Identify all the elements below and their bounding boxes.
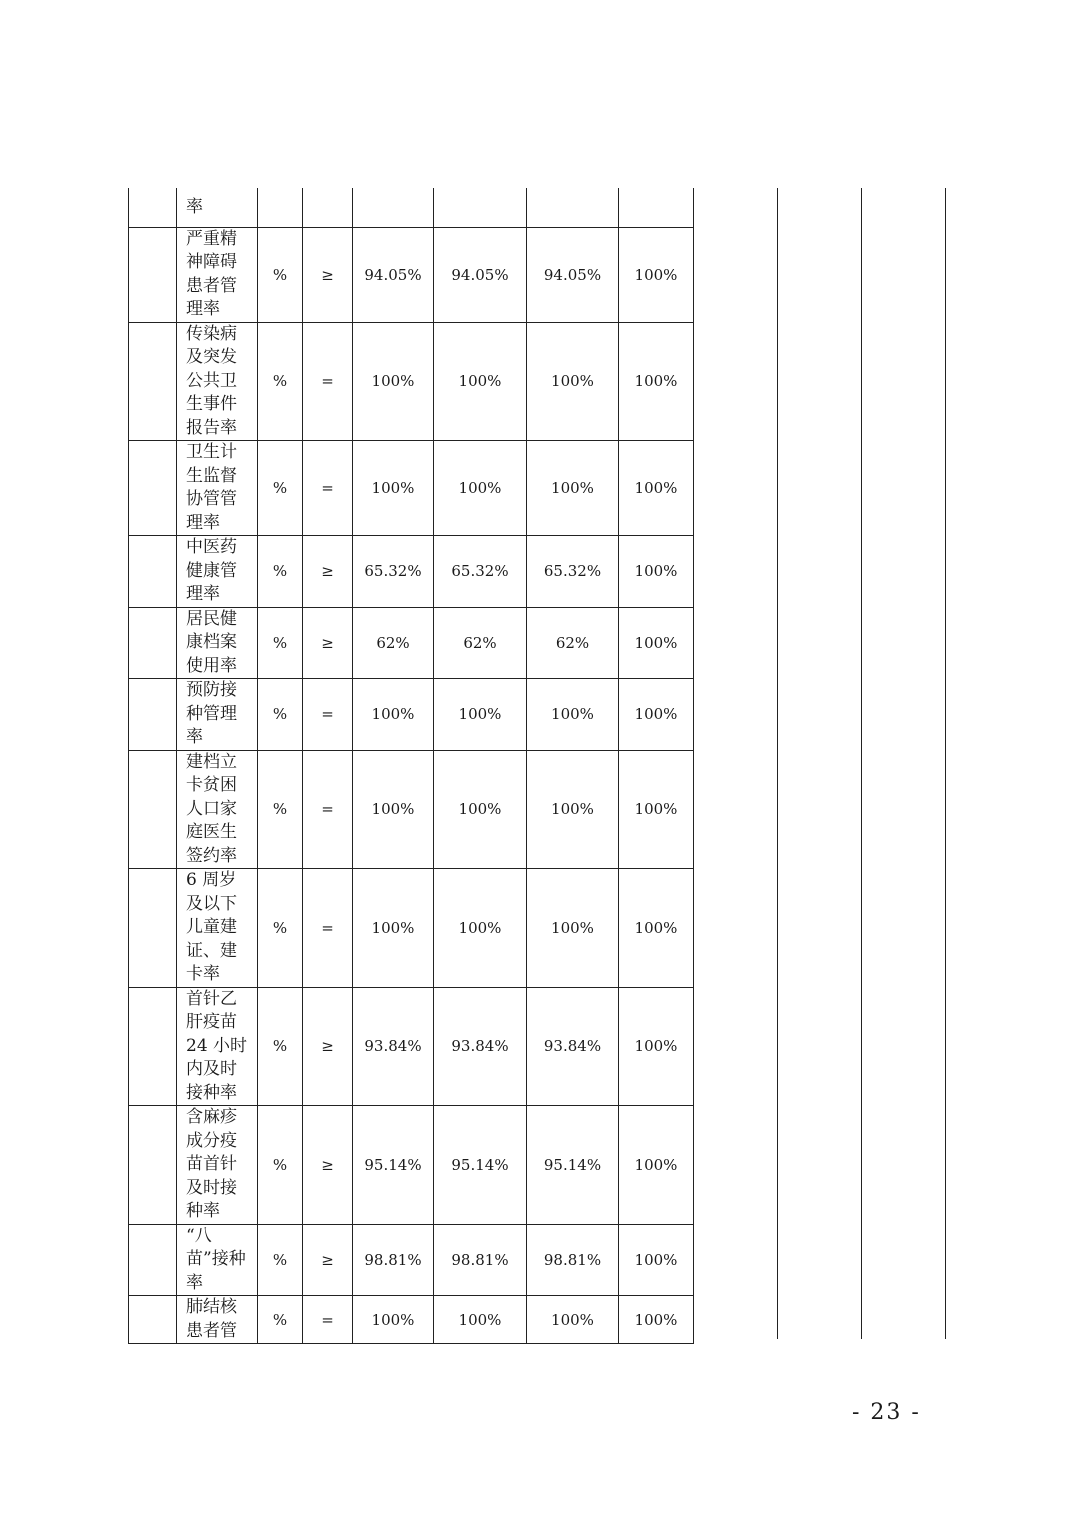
actual-value: 95.14% xyxy=(434,1106,527,1225)
unit-cell: % xyxy=(258,1296,303,1344)
operator-cell: = xyxy=(303,441,353,536)
score-value: 100% xyxy=(619,536,694,608)
unit-cell: % xyxy=(258,536,303,608)
indicator-name: 率 xyxy=(177,188,258,227)
blank-cell xyxy=(129,441,177,536)
result-value: 98.81% xyxy=(527,1224,619,1296)
blank-cell xyxy=(129,987,177,1106)
table-row xyxy=(129,188,694,227)
target-value xyxy=(353,188,434,227)
actual-value: 62% xyxy=(434,607,527,679)
actual-value: 100% xyxy=(434,679,527,751)
target-value: 65.32% xyxy=(353,536,434,608)
blank-cell xyxy=(129,536,177,608)
indicator-name: 6 周岁及以下儿童建证、建卡率 xyxy=(177,869,258,988)
unit-cell xyxy=(258,188,303,227)
unit-cell: % xyxy=(258,869,303,988)
result-value: 95.14% xyxy=(527,1106,619,1225)
indicator-name: 首针乙肝疫苗 24 小时内及时接种率 xyxy=(177,987,258,1106)
unit-cell: % xyxy=(258,1224,303,1296)
actual-value: 65.32% xyxy=(434,536,527,608)
score-value: 100% xyxy=(619,1296,694,1344)
table-row xyxy=(129,227,694,322)
actual-value: 100% xyxy=(434,869,527,988)
indicator-table xyxy=(128,188,694,1344)
target-value: 94.05% xyxy=(353,227,434,322)
operator-cell: ≥ xyxy=(303,1224,353,1296)
target-value: 100% xyxy=(353,1296,434,1344)
column-line xyxy=(945,188,946,1339)
result-value: 100% xyxy=(527,1296,619,1344)
target-value: 93.84% xyxy=(353,987,434,1106)
result-value: 93.84% xyxy=(527,987,619,1106)
blank-cell xyxy=(129,322,177,441)
unit-cell: % xyxy=(258,441,303,536)
result-value: 94.05% xyxy=(527,227,619,322)
result-value: 65.32% xyxy=(527,536,619,608)
target-value: 100% xyxy=(353,869,434,988)
table-row xyxy=(129,1224,694,1296)
column-line xyxy=(861,188,862,1339)
indicator-name: 传染病及突发公共卫生事件报告率 xyxy=(177,322,258,441)
table-row xyxy=(129,1296,694,1344)
operator-cell: ≥ xyxy=(303,1106,353,1225)
blank-cell xyxy=(129,607,177,679)
operator-cell: = xyxy=(303,869,353,988)
target-value: 100% xyxy=(353,679,434,751)
blank-cell xyxy=(129,1106,177,1225)
blank-cell xyxy=(129,869,177,988)
blank-cell xyxy=(129,227,177,322)
score-value: 100% xyxy=(619,869,694,988)
table-row xyxy=(129,679,694,751)
result-value: 100% xyxy=(527,322,619,441)
indicator-name: 肺结核患者管 xyxy=(177,1296,258,1344)
score-value xyxy=(619,188,694,227)
operator-cell: = xyxy=(303,1296,353,1344)
blank-cell xyxy=(129,1296,177,1344)
indicator-name: 中医药健康管理率 xyxy=(177,536,258,608)
score-value: 100% xyxy=(619,227,694,322)
indicator-name: 卫生计生监督协管管理率 xyxy=(177,441,258,536)
result-value xyxy=(527,188,619,227)
operator-cell: ≥ xyxy=(303,536,353,608)
score-value: 100% xyxy=(619,441,694,536)
indicator-name: 预防接种管理率 xyxy=(177,679,258,751)
actual-value: 93.84% xyxy=(434,987,527,1106)
actual-value: 100% xyxy=(434,441,527,536)
blank-cell xyxy=(129,750,177,869)
score-value: 100% xyxy=(619,1106,694,1225)
target-value: 100% xyxy=(353,441,434,536)
unit-cell: % xyxy=(258,1106,303,1225)
table-row xyxy=(129,750,694,869)
blank-cell xyxy=(129,1224,177,1296)
result-value: 62% xyxy=(527,607,619,679)
target-value: 100% xyxy=(353,750,434,869)
table-row xyxy=(129,536,694,608)
unit-cell: % xyxy=(258,227,303,322)
actual-value: 100% xyxy=(434,322,527,441)
indicator-name: 含麻疹成分疫苗首针及时接种率 xyxy=(177,1106,258,1225)
page-number: - 23 - xyxy=(852,1400,921,1425)
target-value: 100% xyxy=(353,322,434,441)
target-value: 95.14% xyxy=(353,1106,434,1225)
operator-cell xyxy=(303,188,353,227)
indicator-name: 居民健康档案使用率 xyxy=(177,607,258,679)
column-line xyxy=(777,188,778,1339)
result-value: 100% xyxy=(527,750,619,869)
unit-cell: % xyxy=(258,679,303,751)
score-value: 100% xyxy=(619,987,694,1106)
unit-cell: % xyxy=(258,987,303,1106)
unit-cell: % xyxy=(258,750,303,869)
table-row xyxy=(129,607,694,679)
unit-cell: % xyxy=(258,607,303,679)
actual-value: 98.81% xyxy=(434,1224,527,1296)
operator-cell: = xyxy=(303,679,353,751)
table-row xyxy=(129,441,694,536)
score-value: 100% xyxy=(619,322,694,441)
target-value: 62% xyxy=(353,607,434,679)
operator-cell: ≥ xyxy=(303,987,353,1106)
actual-value: 94.05% xyxy=(434,227,527,322)
result-value: 100% xyxy=(527,679,619,751)
table-row xyxy=(129,987,694,1106)
operator-cell: = xyxy=(303,750,353,869)
table-row xyxy=(129,322,694,441)
score-value: 100% xyxy=(619,679,694,751)
result-value: 100% xyxy=(527,441,619,536)
table-row xyxy=(129,1106,694,1225)
result-value: 100% xyxy=(527,869,619,988)
score-value: 100% xyxy=(619,607,694,679)
indicator-name: “八苗”接种率 xyxy=(177,1224,258,1296)
actual-value xyxy=(434,188,527,227)
operator-cell: = xyxy=(303,322,353,441)
blank-cell xyxy=(129,188,177,227)
operator-cell: ≥ xyxy=(303,607,353,679)
actual-value: 100% xyxy=(434,1296,527,1344)
indicator-name: 严重精神障碍患者管理率 xyxy=(177,227,258,322)
operator-cell: ≥ xyxy=(303,227,353,322)
score-value: 100% xyxy=(619,750,694,869)
target-value: 98.81% xyxy=(353,1224,434,1296)
unit-cell: % xyxy=(258,322,303,441)
actual-value: 100% xyxy=(434,750,527,869)
score-value: 100% xyxy=(619,1224,694,1296)
table-row xyxy=(129,869,694,988)
indicator-name: 建档立卡贫困人口家庭医生签约率 xyxy=(177,750,258,869)
blank-cell xyxy=(129,679,177,751)
